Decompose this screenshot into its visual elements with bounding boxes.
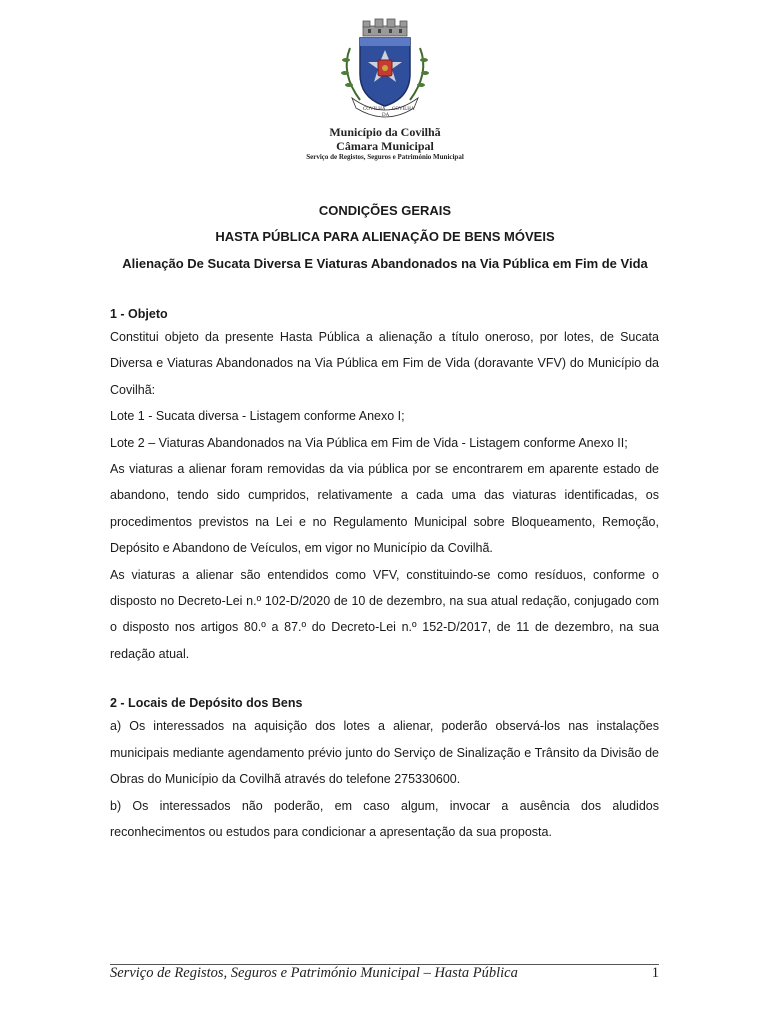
municipal-crest-icon [330,18,440,122]
crest-ribbon-text-left: COVILHA [363,107,386,112]
doc-title-auction: HASTA PÚBLICA PARA ALIENAÇÃO DE BENS MÓVEIS [215,229,555,244]
paragraph: As viaturas a alienar são entendidos como VFV, constituindo-se como resíduos, conforme o disposto no Decreto-Lei n.º 102-D/2020 de 10 de dezembro, na sua atual redação, conjugado com o disposto nos artigos 80.º a 87.º do Decreto-Lei n.º 152-D/2017, de 11 de dezembro, na sua redação atual. [110,567,659,661]
paragraph: Lote 2 – Viaturas Abandonados na Via Pública em Fim de Vida - Listagem conforme Anexo II; [110,435,628,450]
org-service: Serviço de Registos, Seguros e Património Municipal [306,153,464,161]
section-heading: 1 - Objeto [110,307,168,321]
paragraph: a) Os interessados na aquisição dos lotes a alienar, poderão observá-los nas instalações municipais mediante agendamento prévio junto do Serviço de Sinalização e Trânsito da Divisão de Obras do Município da Covilhã através do telefone 275330600. [110,719,659,787]
page-footer [110,964,659,984]
paragraph: Constitui objeto da presente Hasta Pública a alienação a título oneroso, por lotes, de Sucata Diversa e Viaturas Abandonados na Via Pública em Fim de Vida (doravante VFV) do Município da Covilhã: [110,330,659,397]
crest-ribbon-text-mid: DA [382,113,390,118]
footer-text: Serviço de Registos, Seguros e Património Municipal – Hasta Pública [110,965,518,981]
section-locais-deposito [110,693,659,845]
page-number: 1 [651,965,659,981]
paragraph: Lote 1 - Sucata diversa - Listagem conforme Anexo I; [110,409,405,424]
section-objeto [110,304,659,667]
org-unit: Câmara Municipal [336,139,434,153]
paragraph: As viaturas a alienar foram removidas da via pública por se encontrarem em aparente estado de abandono, tendo sido cumpridos, relativamente a cada uma das viaturas identificadas, os procedimentos previstos na Lei e no Regulamento Municipal sobre Bloqueamento, Remoção, Depósito e Abandono de Veículos, em vigor no Município da Covilhã. [110,462,659,556]
document-body [110,304,659,845]
org-name: Município da Covilhã [329,125,441,139]
paragraph: b) Os interessados não poderão, em caso algum, invocar a ausência dos aludidos reconhecimentos ou estudos para condicionar a apresentação da sua proposta. [110,798,659,839]
doc-subtitle: Alienação De Sucata Diversa E Viaturas Abandonados na Via Pública em Fim de Vida [122,256,648,271]
doc-title-general-conditions: CONDIÇÕES GERAIS [318,203,452,218]
crest-ribbon-text-right: COVILHA [392,107,415,112]
section-heading: 2 - Locais de Depósito dos Bens [110,696,303,711]
